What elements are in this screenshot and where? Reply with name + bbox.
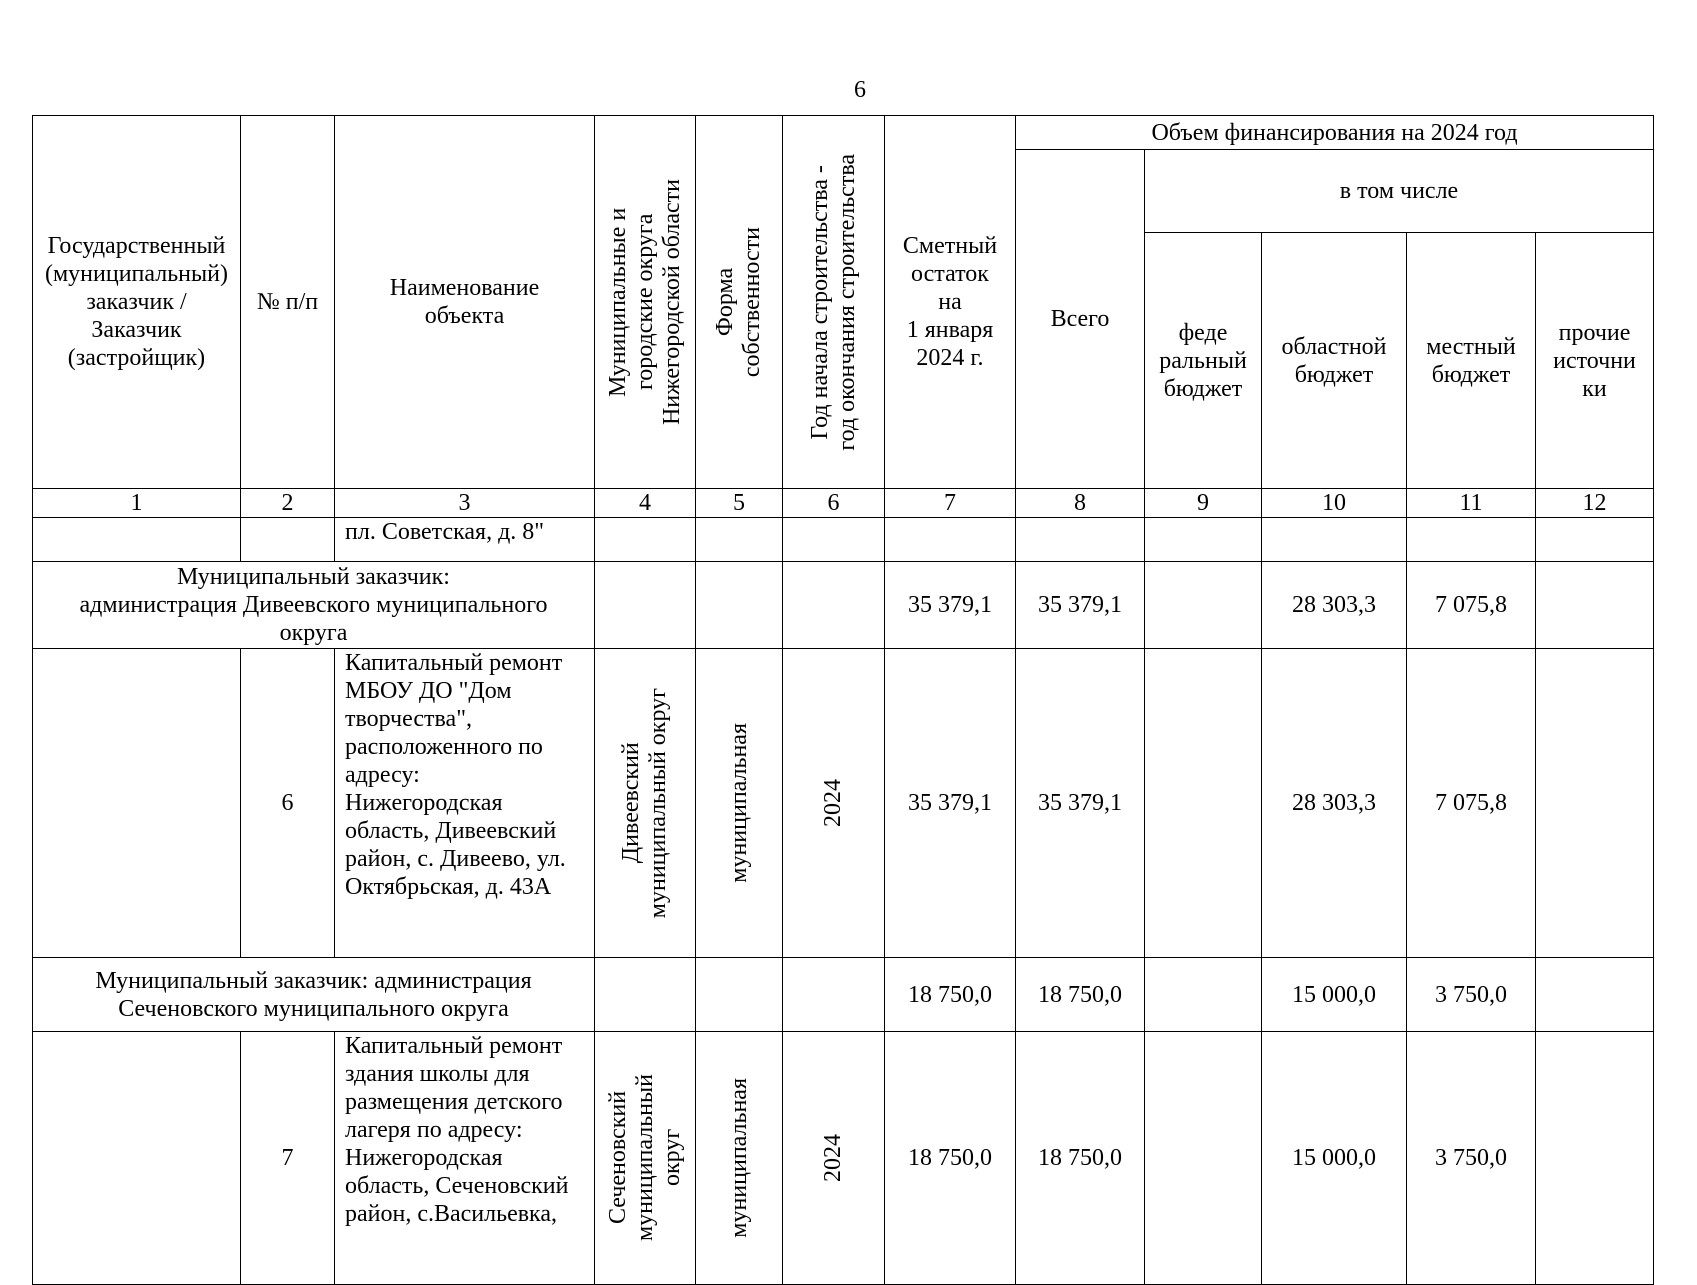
years-label: 2024 [820,1134,846,1182]
ownership-label: муниципальная [725,1078,752,1238]
number-cell: 6 [241,649,335,958]
column-number: 11 [1407,489,1536,518]
federal-cell [1145,518,1262,562]
header-years-label: Год начала строительства - год окончания строительства [806,153,860,451]
years-cell [783,518,885,562]
header-regional: областной бюджет [1262,233,1407,489]
object-name-cell: пл. Советская, д. 8" [335,518,595,562]
ownership-cell [696,958,783,1032]
total-cell: 35 379,1 [1016,562,1145,649]
years-label: 2024 [820,779,846,827]
customer-title-cell: Муниципальный заказчик: администрация Сеченовского муниципального округа [33,958,595,1032]
estimate-cell: 18 750,0 [885,1032,1016,1285]
years-cell [783,649,885,958]
district-cell [595,958,696,1032]
header-customer: Государственный (муниципальный) заказчик / Заказчик (застройщик) [33,116,241,489]
header-object-name: Наименование объекта [335,116,595,489]
ownership-cell [696,649,783,958]
header-estimate: Сметный остаток на 1 января 2024 г. [885,116,1016,489]
local-cell: 7 075,8 [1407,649,1536,958]
district-cell [595,562,696,649]
other-cell [1536,1032,1654,1285]
header-number: № п/п [241,116,335,489]
customer-row [33,562,1654,649]
header-district-label: Муниципальные и городские округа Нижегородской области [604,178,685,426]
district-cell [595,518,696,562]
column-number: 12 [1536,489,1654,518]
federal-cell [1145,649,1262,958]
header-row-1 [33,116,1654,150]
years-cell [783,1032,885,1285]
column-number: 2 [241,489,335,518]
years-cell [783,958,885,1032]
ownership-cell [696,1032,783,1285]
table-row [33,649,1654,958]
number-cell: 7 [241,1032,335,1285]
district-cell [595,649,696,958]
ownership-label: муниципальная [725,723,752,883]
table-row [33,518,1654,562]
customer-row [33,958,1654,1032]
header-years [783,116,885,489]
column-number: 7 [885,489,1016,518]
table-row [33,1032,1654,1285]
header-local: местный бюджет [1407,233,1536,489]
ownership-cell [696,518,783,562]
regional-cell: 15 000,0 [1262,1032,1407,1285]
regional-cell: 28 303,3 [1262,562,1407,649]
total-cell: 18 750,0 [1016,958,1145,1032]
estimate-cell: 35 379,1 [885,649,1016,958]
other-cell [1536,649,1654,958]
header-other: прочие источни ки [1536,233,1654,489]
district-cell [595,1032,696,1285]
federal-cell [1145,562,1262,649]
other-cell [1536,518,1654,562]
customer-title-cell: Муниципальный заказчик: администрация Дивеевского муниципального округа [33,562,595,649]
column-number: 1 [33,489,241,518]
header-district [595,116,696,489]
other-cell [1536,562,1654,649]
page-number: 6 [854,77,866,103]
regional-cell [1262,518,1407,562]
regional-cell: 28 303,3 [1262,649,1407,958]
customer-cell [33,518,241,562]
header-ownership-label: Форма собственности [712,226,765,378]
total-cell [1016,518,1145,562]
column-number: 4 [595,489,696,518]
column-numbers-row [33,489,1654,518]
customer-cell [33,1032,241,1285]
years-cell [783,562,885,649]
column-number: 3 [335,489,595,518]
financing-table [32,115,1654,1285]
column-number: 10 [1262,489,1407,518]
estimate-cell: 35 379,1 [885,562,1016,649]
header-total: Всего [1016,150,1145,489]
header-funding: Объем финансирования на 2024 год [1016,116,1654,150]
header-federal: феде ральный бюджет [1145,233,1262,489]
federal-cell [1145,958,1262,1032]
column-number: 8 [1016,489,1145,518]
local-cell [1407,518,1536,562]
federal-cell [1145,1032,1262,1285]
local-cell: 7 075,8 [1407,562,1536,649]
estimate-cell: 18 750,0 [885,958,1016,1032]
total-cell: 18 750,0 [1016,1032,1145,1285]
district-label: Сеченовский муниципальный округ [604,1074,685,1242]
total-cell: 35 379,1 [1016,649,1145,958]
column-number: 5 [696,489,783,518]
district-label: Дивеевский муниципальный округ [618,687,671,919]
column-number: 6 [783,489,885,518]
other-cell [1536,958,1654,1032]
estimate-cell [885,518,1016,562]
ownership-cell [696,562,783,649]
customer-cell [33,649,241,958]
object-name-cell: Капитальный ремонт здания школы для размещения детского лагеря по адресу: Нижегородская область, Сеченовский район, с.Васильевка, [335,1032,595,1285]
regional-cell: 15 000,0 [1262,958,1407,1032]
header-including: в том числе [1145,150,1654,233]
local-cell: 3 750,0 [1407,958,1536,1032]
object-name-cell: Капитальный ремонт МБОУ ДО "Дом творчества", расположенного по адресу: Нижегородская область, Дивеевский район, с. Дивеево, ул. Октябрьская, д. 43А [335,649,595,958]
header-ownership [696,116,783,489]
local-cell: 3 750,0 [1407,1032,1536,1285]
number-cell [241,518,335,562]
column-number: 9 [1145,489,1262,518]
